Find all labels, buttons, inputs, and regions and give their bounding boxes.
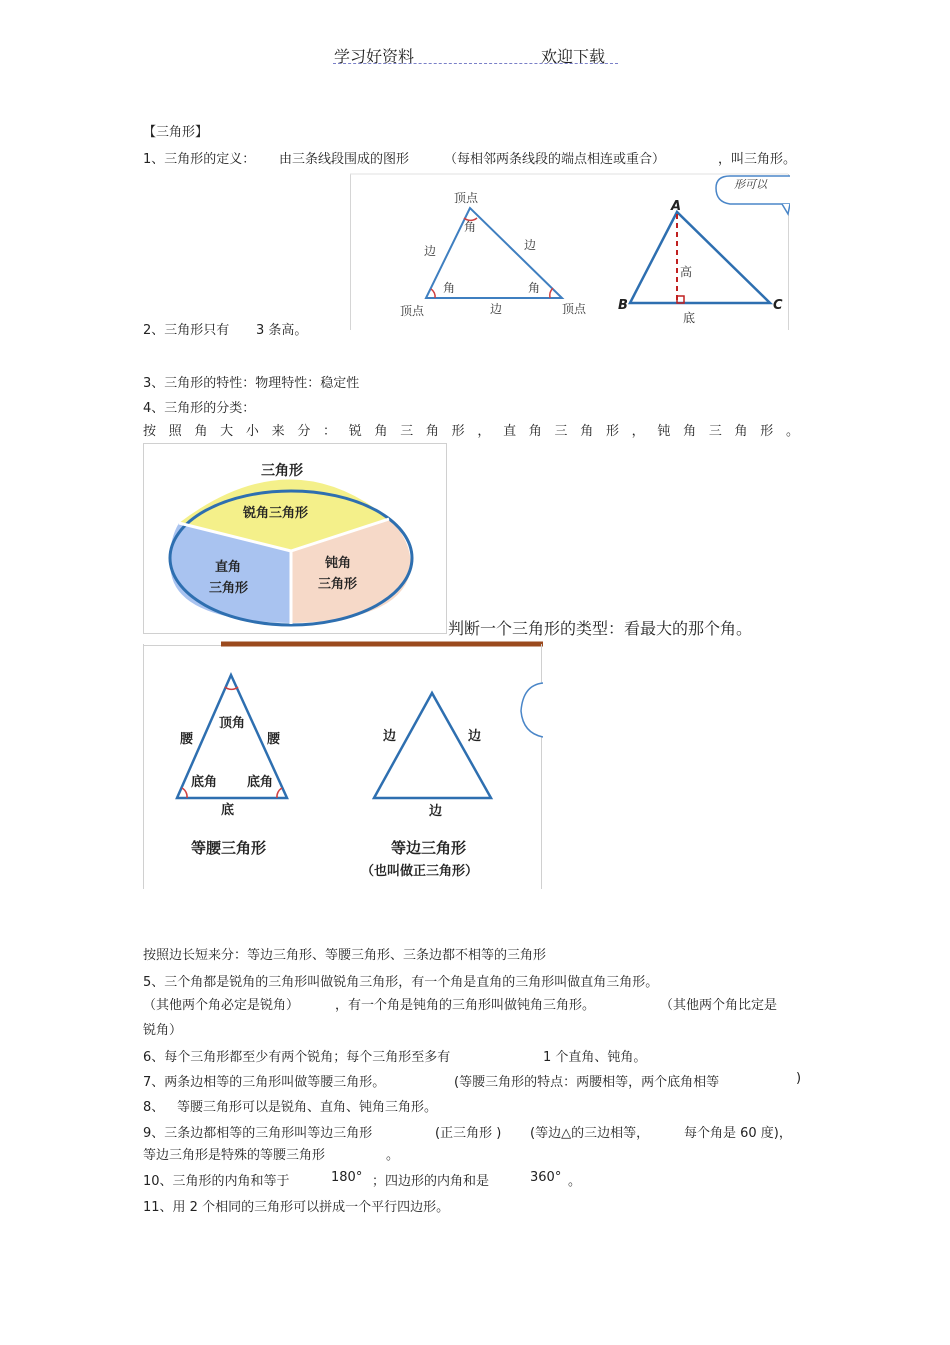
equilateral-left-side: 边: [383, 729, 397, 744]
obtuse-label-line2: 三角形: [318, 577, 358, 592]
left-angle-label: 角: [443, 281, 456, 295]
item-5-line3: 锐角）: [143, 1023, 183, 1038]
item-10-end: 。: [568, 1174, 582, 1189]
right-leg: 腰: [267, 732, 281, 747]
item-9-end: 。: [386, 1148, 400, 1163]
item-2-value: 3 条高。: [256, 323, 308, 338]
item-8-text: 等腰三角形可以是锐角、直角、钝角三角形。: [177, 1100, 438, 1115]
item-8-label: 8、: [143, 1100, 165, 1115]
angle-classification-figure: [143, 443, 448, 635]
left-leg: 腰: [180, 732, 194, 747]
acute-label: 锐角三角形: [243, 506, 309, 521]
item-5-note2: （其他两个角比定是: [660, 998, 778, 1013]
item-9-line2: 等边三角形是特殊的等腰三角形: [143, 1148, 326, 1163]
right-angle-label: 角: [528, 281, 541, 295]
vertex-a-label: A: [671, 199, 682, 214]
classify-by-angle: 按 照 角 大 小 来 分 ： 锐 角 三 角 形 ， 直 角 三 角 形 ， 钝 角 三 角 形 。: [143, 424, 799, 439]
header-divider: [333, 63, 618, 64]
bubble-text: 形可以: [734, 178, 767, 191]
item-9-angle: 每个角是 60 度)，: [684, 1126, 792, 1141]
item-1-end: ，叫三角形。: [718, 152, 797, 167]
item-1-label: 1、三角形的定义：: [143, 152, 256, 167]
section-title: 【三角形】: [143, 125, 209, 140]
item-1-definition: 由三条线段围成的图形: [279, 152, 410, 167]
item-7-note: (等腰三角形的特点：两腰相等，两个底角相等: [454, 1075, 720, 1090]
isosceles-base: 底: [221, 803, 235, 818]
base-side-label: 边: [490, 302, 503, 316]
item-10-mid: ；四边形的内角和是: [372, 1174, 490, 1189]
right-label-line1: 直角: [215, 560, 242, 575]
equilateral-note: （也叫做正三角形）: [361, 864, 479, 879]
right-base-angle: 底角: [247, 775, 274, 790]
height-label: 高: [680, 265, 693, 279]
item-6-value: 1 个直角、钝角。: [543, 1050, 647, 1065]
vertex-c-label: C: [773, 298, 783, 313]
equilateral-title: 等边三角形: [391, 839, 467, 857]
item-1-note: （每相邻两条线段的端点相连或重合）: [444, 152, 666, 167]
left-vertex-label: 顶点: [400, 304, 425, 318]
item-11: 11、用 2 个相同的三角形可以拼成一个平行四边形。: [143, 1200, 450, 1215]
triangle-parts-figure: [350, 172, 790, 332]
left-base-angle: 底角: [191, 775, 218, 790]
apex-angle: 顶角: [219, 716, 246, 731]
item-4: 4、三角形的分类：: [143, 401, 256, 416]
header-right: 欢迎下载: [541, 47, 606, 66]
classify-by-side: 按照边长短来分：等边三角形、等腰三角形、三条边都不相等的三角形: [143, 948, 547, 963]
item-5-line2: ，有一个角是钝角的三角形叫做钝角三角形。: [335, 998, 596, 1013]
item-10-quad-sum: 360°: [530, 1170, 562, 1185]
item-6-text: 6、每个三角形都至少有两个锐角；每个三角形至多有: [143, 1050, 451, 1065]
apex-angle-label: 角: [464, 220, 477, 234]
classification-title: 三角形: [261, 463, 303, 479]
item-3: 3、三角形的特性：物理特性：稳定性: [143, 376, 360, 391]
item-9-alias: (正三角形 ): [435, 1126, 502, 1141]
right-side-label: 边: [524, 238, 537, 252]
apex-vertex-label: 顶点: [454, 191, 479, 205]
base-label: 底: [683, 311, 696, 325]
equilateral-base-side: 边: [429, 804, 443, 819]
item-9-note: (等边△的三边相等，: [530, 1126, 650, 1141]
isosceles-equilateral-figure: [143, 641, 543, 891]
left-side-label: 边: [424, 244, 437, 258]
item-10-triangle-sum: 180°: [331, 1170, 363, 1185]
header-left: 学习好资料: [334, 47, 415, 66]
item-2-label: 2、三角形只有: [143, 323, 230, 338]
vertex-b-label: B: [618, 298, 628, 313]
judge-triangle-type: 判断一个三角形的类型：看最大的那个角。: [448, 619, 753, 638]
item-9-text: 9、三条边都相等的三角形叫等边三角形: [143, 1126, 373, 1141]
obtuse-label-line1: 钝角: [325, 556, 352, 571]
right-vertex-label: 顶点: [562, 302, 587, 316]
isosceles-title: 等腰三角形: [191, 839, 267, 857]
item-5-line1: 5、三个角都是锐角的三角形叫做锐角三角形，有一个角是直角的三角形叫做直角三角形。: [143, 975, 659, 990]
item-7-text: 7、两条边相等的三角形叫做等腰三角形。: [143, 1075, 386, 1090]
item-5-note1: （其他两个角必定是锐角）: [143, 998, 300, 1013]
item-10-text: 10、三角形的内角和等于: [143, 1174, 290, 1189]
item-7-close: ): [796, 1071, 802, 1086]
right-label-line2: 三角形: [209, 581, 249, 596]
equilateral-right-side: 边: [468, 729, 482, 744]
